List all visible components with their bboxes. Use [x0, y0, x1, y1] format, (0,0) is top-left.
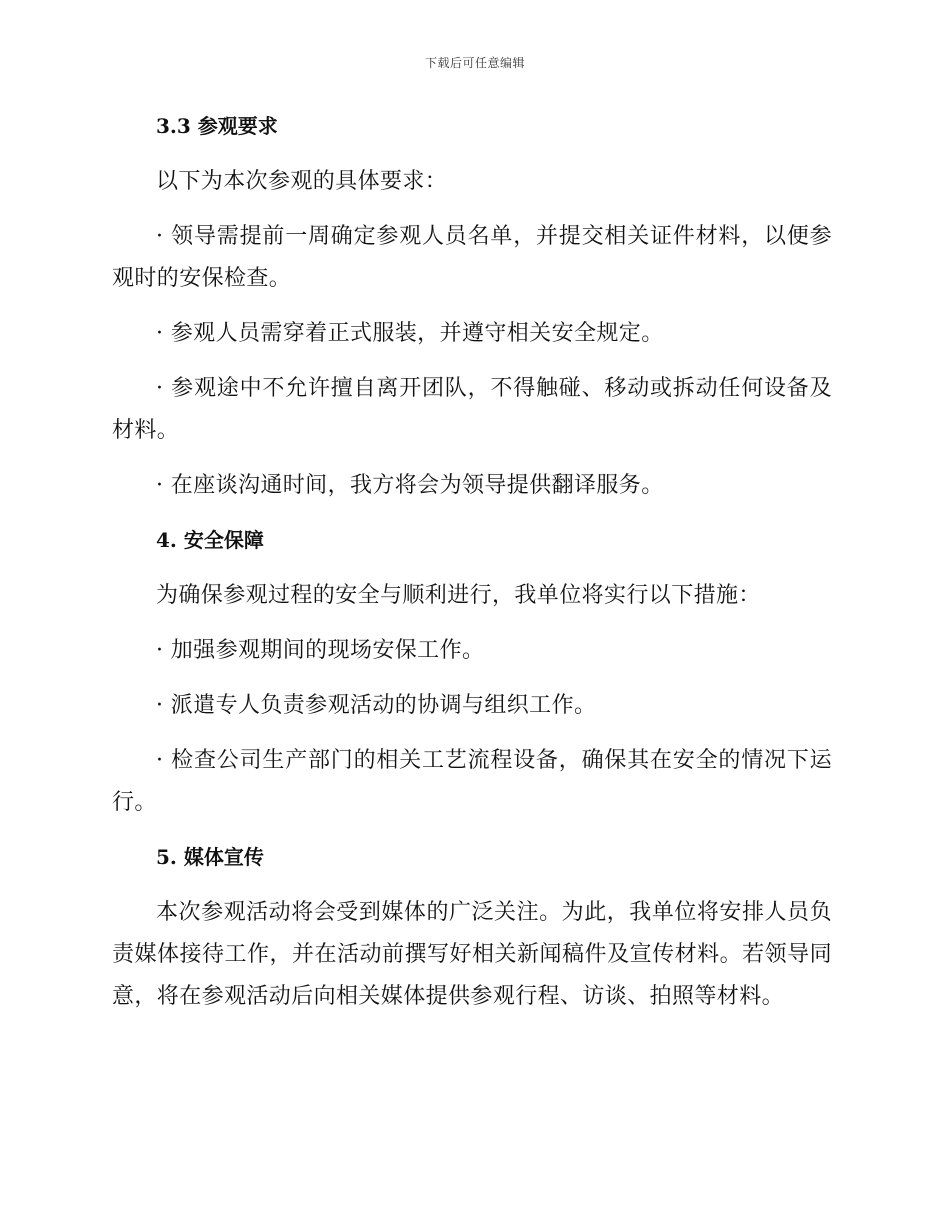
document-body	[112, 106, 832, 1031]
list-item: · 检查公司生产部门的相关工艺流程设备，确保其在安全的情况下运行。	[112, 748, 832, 815]
list-item: · 参观人员需穿着正式服装，并遵守相关安全规定。	[156, 321, 664, 346]
section-heading: 4. 安全保障	[156, 528, 264, 552]
section-heading: 3.3 参观要求	[156, 114, 278, 138]
section-intro: 以下为本次参观的具体要求：	[156, 169, 448, 194]
section-body: 本次参观活动将会受到媒体的广泛关注。为此，我单位将安排人员负责媒体接待工作，并在活动前撰写好相关新闻稿件及宣传材料。若领导同意，将在参观活动后向相关媒体提供参观行程、访谈、拍照等材料。	[112, 900, 832, 1009]
list-item: · 在座谈沟通时间，我方将会为领导提供翻译服务。	[156, 473, 664, 498]
list-item: · 领导需提前一周确定参观人员名单，并提交相关证件材料，以便参观时的安保检查。	[112, 224, 832, 291]
list-item: · 派遣专人负责参观活动的协调与组织工作。	[156, 693, 597, 718]
list-item: · 加强参观期间的现场安保工作。	[156, 638, 485, 663]
page-header: 下载后可任意编辑	[424, 56, 525, 70]
list-item: · 参观途中不允许擅自离开团队，不得触碰、移动或拆动任何设备及材料。	[112, 376, 832, 443]
section-visit-requirements	[112, 106, 832, 507]
section-safety	[112, 520, 832, 824]
section-intro: 为确保参观过程的安全与顺利进行，我单位将实行以下措施：	[156, 583, 761, 608]
section-media	[112, 837, 832, 1018]
section-heading: 5. 媒体宣传	[156, 845, 264, 869]
